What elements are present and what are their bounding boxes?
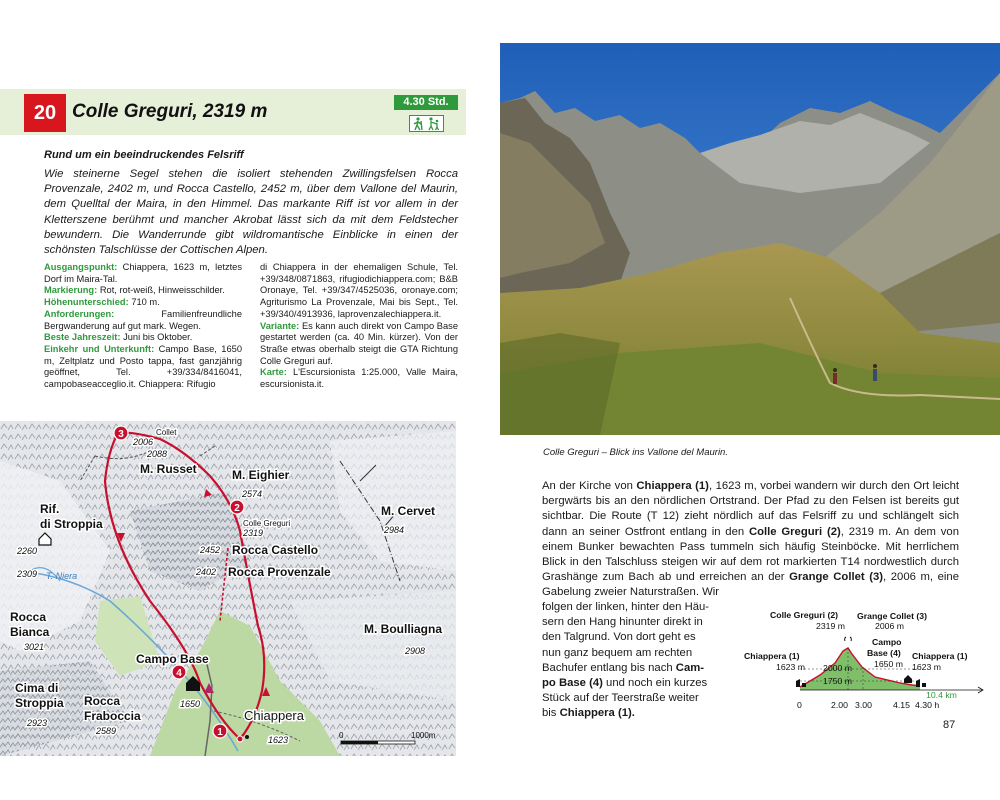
profile-axis-label: 3.00: [855, 700, 872, 710]
landscape-photo: [500, 43, 1000, 435]
height-label: 2260: [17, 546, 38, 556]
facts-right-column: [260, 262, 458, 391]
height-label: 2088: [147, 449, 168, 459]
route-text-segment: , 2006 m, eine Gabelung zweier Naturstraßen. Wir: [542, 571, 959, 599]
place-label: Rif. di Stroppia: [40, 502, 103, 531]
fact-label: Variante:: [260, 320, 300, 331]
church-icon: [916, 679, 926, 687]
fact-label: Anforderungen:: [44, 308, 115, 319]
intro-heading: Rund um ein beeindruckendes Felsriff: [44, 149, 244, 161]
waypoint-3: [114, 426, 128, 440]
profile-label: Colle Greguri (2): [770, 610, 839, 620]
fact-text: 710 m.: [131, 297, 160, 308]
route-line: folgen der linken, hinter den Häu-: [542, 601, 710, 613]
pass-label: Colle Greguri: [243, 519, 291, 528]
place-label: Collet: [156, 428, 177, 437]
height-label: 2319: [243, 528, 264, 538]
height-label: 1623: [268, 735, 289, 745]
fact-label: Beste Jahreszeit:: [44, 332, 121, 343]
height-label: 2309: [17, 569, 38, 579]
profile-axis-label: 2.00: [831, 700, 848, 710]
fact-label: Markierung:: [44, 285, 98, 296]
profile-label: Chiappera (1): [912, 651, 968, 661]
svg-text:4: 4: [176, 668, 182, 679]
intro-text: Wie steinerne Segel stehen die isoliert stehenden Zwillingsfelsen Rocca Provenzale, 2402 m, und Rocca Castello, 2452 m, über dem Vallone del Maurin, dem Quelltal der Maira, in den Himmel. Das markante Riff ist vor allem in der Kletterszene berühmt und mancher Akrobat lässt sich da mit dem Feldstecher bewundern. Die Wanderrunde gibt wildromantische Einblicke in einen der schönsten Talschlüsse der Cottischen Alpen.: [44, 168, 458, 257]
route-line: sern den Hang hinunter direkt in: [542, 616, 703, 629]
profile-label: 2006 m: [875, 621, 904, 631]
height-label: 2574: [242, 489, 263, 499]
stream-label: T. Niera: [46, 571, 78, 581]
fact-text: Rot, rot-weiß, Hinweisschilder.: [99, 285, 225, 296]
place-label: Campo Base: [136, 652, 209, 666]
route-waypoint-name: Colle Greguri (2): [748, 525, 841, 538]
height-label: 2984: [384, 525, 405, 535]
peak-label: Cima di Stroppia: [15, 681, 64, 710]
pass-marker-icon: [845, 637, 852, 641]
fact-text: Es kann auch direkt von Campo Base gestartet werden (ca. 40 Min. kürzer). Von der Straße etwas oberhalb steigt die GTA Richtung Colle Greguri auf.: [260, 320, 458, 366]
place-label: Chiappera: [244, 708, 304, 723]
fact-text: Campo Base, 1650 m, Zeltplatz und Posto tappa, fast ganzjährig geöffnet, Tel. +39/334/8416041, campobaseacceglio.it. Chiappera: Rifugio: [44, 343, 242, 390]
svg-text:2: 2: [234, 503, 240, 514]
height-label: 2402: [196, 567, 217, 577]
fact-label: Höhenunterschied:: [44, 297, 129, 308]
route-description: [542, 479, 959, 601]
profile-label: Campo: [872, 637, 902, 647]
fact-label: Einkehr und Unterkunft:: [44, 343, 155, 354]
fact-label: Karte:: [260, 367, 287, 378]
profile-label: 1623 m: [776, 662, 805, 672]
fact-text: Familienfreundliche Bergwanderung auf gut mark. Wegen.: [44, 308, 242, 331]
route-description-continued: [542, 600, 742, 722]
photo-caption: Colle Greguri – Blick ins Vallone del Maurin.: [543, 447, 728, 458]
height-label: 2908: [405, 646, 426, 656]
family-icon: [426, 117, 442, 131]
fact-text: Chiappera, 1623 m, letztes Dorf im Maira-Tal.: [44, 262, 242, 284]
route-text-segment: An der Kirche von: [542, 480, 637, 492]
route-line: Bachufer entlang bis nach Cam-: [542, 661, 705, 674]
profile-axis-label: 4.15: [893, 700, 910, 710]
height-label: 2923: [27, 718, 48, 728]
peak-label: Rocca Castello: [232, 543, 319, 557]
profile-label: Chiappera (1): [744, 651, 800, 661]
profile-distance: 10.4 km: [926, 690, 957, 700]
fact-text: L'Escursionista 1:25.000, Valle Maira, escursionista.it.: [260, 367, 458, 390]
tour-title: Colle Greguri, 2319 m: [72, 101, 268, 122]
facts-left-column: [44, 262, 242, 391]
peak-label: Rocca Provenzale: [228, 565, 331, 579]
activity-icons: [409, 115, 444, 132]
route-text-segment: , 1623 m, vorbei wandern wir durch den Ort leicht bergwärts bis an den nördlichen Ortstrand. Der Pfad zu den Felsen ist bereits gut sichtbar. Die Route (T 12) zieht nördlich auf das Felsriff zu und schlängelt sich dann an seiner Ostfront entlang in den: [542, 480, 959, 538]
elevation-profile: [740, 607, 985, 712]
page-number: 87: [943, 719, 956, 731]
hiker-icon: [411, 117, 425, 131]
svg-text:0: 0: [339, 731, 344, 740]
route-line: Stück auf der Teerstraße weiter: [542, 692, 699, 705]
height-label: 2006: [133, 437, 154, 447]
waypoint-4: [172, 665, 186, 679]
route-line: po Base (4) und noch ein kurzes: [542, 677, 708, 690]
svg-text:1: 1: [217, 727, 223, 738]
fact-label: Ausgangspunkt:: [44, 262, 118, 272]
duration-badge: 4.30 Std.: [394, 95, 458, 110]
fact-text: di Chiappera in der ehemaligen Schule, Tel. +39/348/0871863, rifugiodichiappera.com; B&B Oronaye, Tel. +39/347/4525036, oronaye.com; Agriturismo La Provenzale, Mai bis Sept., Tel. +39/340/4913936, laprovenzalechiappera.it.: [260, 262, 458, 319]
route-line: bis Chiappera (1).: [542, 707, 635, 720]
height-label: 2452: [200, 545, 221, 555]
church-icon: [237, 736, 243, 742]
profile-gridline-label: 1750 m: [823, 676, 852, 686]
height-label: 2589: [96, 726, 117, 736]
waypoint-1: [213, 724, 227, 738]
profile-gridline-label: 2000 m: [823, 663, 852, 673]
peak-label: M. Cervet: [381, 504, 436, 518]
hut-icon: [904, 675, 912, 683]
village-dot-icon: [245, 735, 249, 739]
profile-label: 1650 m: [874, 659, 903, 669]
tour-number: 20: [24, 94, 66, 132]
route-waypoint-name: Grange Collet (3): [789, 571, 884, 584]
svg-text:1000m: 1000m: [411, 731, 436, 740]
profile-label: 2319 m: [816, 621, 845, 631]
height-label: 3021: [24, 642, 45, 652]
peak-label: M. Russet: [140, 462, 197, 476]
fact-text: Juni bis Oktober.: [123, 332, 193, 343]
peak-label: M. Eighier: [232, 468, 290, 482]
svg-text:3: 3: [118, 429, 124, 440]
profile-label: 1623 m: [912, 662, 941, 672]
route-line: den Talgrund. Von dort geht es: [542, 631, 696, 644]
peak-label: Rocca Bianca: [10, 610, 50, 639]
route-line: nun ganz bequem am rechten: [542, 646, 693, 659]
waypoint-2: [230, 500, 244, 514]
route-map: [0, 421, 456, 756]
peak-label: M. Boulliagna: [364, 622, 442, 636]
peak-label: Rocca Fraboccia: [84, 694, 141, 723]
height-label: 1650: [180, 699, 201, 709]
profile-axis-label: 4.30 h: [915, 700, 940, 710]
profile-label: Grange Collet (3): [857, 611, 927, 621]
profile-axis-label: 0: [797, 700, 802, 710]
profile-label: Base (4): [867, 648, 901, 658]
route-text-segment: , 2319 m. An dem von einem Bunker bewachten Pass tummeln sich häufig Steinböcke. Mit herrlichem Blick in den Talschluss steigen wir auf dem rot markierten T14 nordwestlich durch Grashänge zum Bach ab und erreichen an der: [542, 525, 959, 584]
route-waypoint-name: Chiappera (1): [636, 480, 709, 492]
